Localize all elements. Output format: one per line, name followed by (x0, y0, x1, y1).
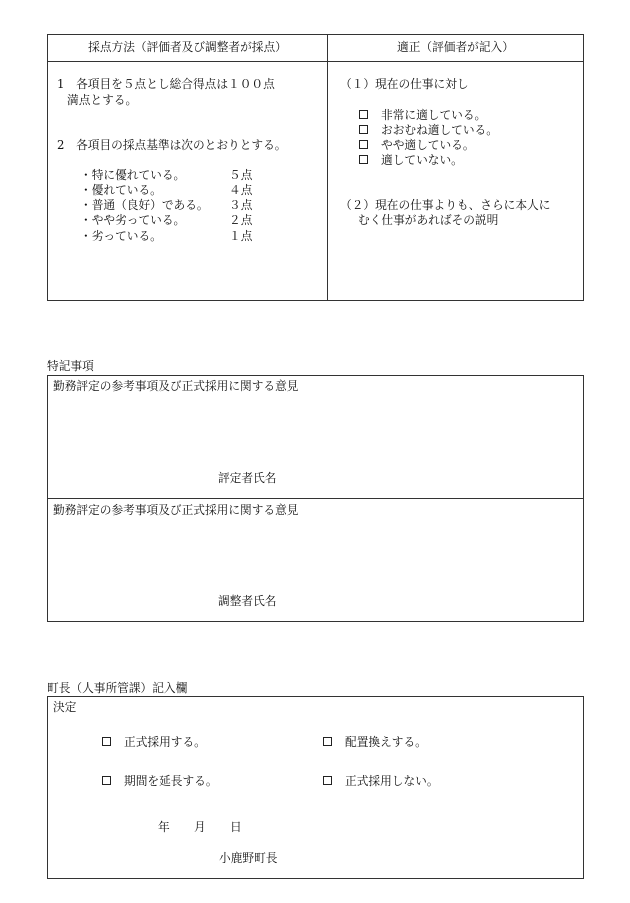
rating-label: ・劣っている。 (80, 229, 162, 243)
aptitude-option[interactable] (359, 153, 559, 167)
decision-option-label: 配置換えする。 (345, 735, 427, 749)
mayor-decision-box (47, 696, 584, 879)
remarks-section-adjuster (48, 498, 583, 621)
method-item-1-line-1: 1 各項目を５点とし総合得点は１００点 (57, 77, 275, 91)
decision-option-reassign[interactable] (323, 735, 523, 749)
mayor-section-label: 町長（人事所管課）記入欄 (47, 681, 188, 695)
rating-label: ・優れている。 (80, 183, 162, 197)
aptitude-option[interactable] (359, 108, 559, 122)
checkbox-icon[interactable] (102, 776, 111, 785)
rating-row (80, 183, 280, 197)
date-day-label: 日 (230, 820, 242, 834)
decision-option-extend-period[interactable] (102, 774, 302, 788)
aptitude-option-label: おおむね適している。 (381, 123, 498, 137)
remarks-heading: 勤務評定の参考事項及び正式採用に関する意見 (53, 379, 299, 393)
decision-label: 決定 (53, 700, 77, 714)
method-item-1-line-2: 満点とする。 (67, 93, 138, 107)
aptitude-question-1: （１）現在の仕事に対し (340, 77, 469, 91)
rating-row (80, 168, 280, 182)
rating-row (80, 198, 280, 212)
rating-label: ・やや劣っている。 (80, 213, 186, 227)
checkbox-icon[interactable] (102, 737, 111, 746)
rating-points: ２点 (229, 213, 253, 227)
rating-row (80, 229, 280, 243)
decision-option-no-hire[interactable] (323, 774, 523, 788)
rating-points: １点 (229, 229, 253, 243)
decision-option-label: 期間を延長する。 (124, 774, 218, 788)
rating-points: ５点 (229, 168, 253, 182)
date-month-label: 月 (194, 820, 206, 834)
mayor-signer: 小鹿野町長 (219, 851, 278, 865)
checkbox-icon[interactable] (323, 737, 332, 746)
remarks-label: 特記事項 (47, 359, 94, 373)
rating-label: ・普通（良好）である。 (80, 198, 209, 212)
evaluator-name-label: 評定者氏名 (218, 471, 277, 485)
rating-row (80, 213, 280, 227)
checkbox-icon[interactable] (323, 776, 332, 785)
aptitude-question-2-line-1: （２）現在の仕事よりも、さらに本人に (340, 198, 551, 212)
header-scoring-method: 採点方法（評価者及び調整者が採点） (88, 40, 287, 54)
remarks-box (47, 375, 584, 622)
date-year-label: 年 (158, 820, 170, 834)
rating-label: ・特に優れている。 (80, 168, 186, 182)
aptitude-option[interactable] (359, 138, 559, 152)
header-divider (48, 61, 583, 62)
aptitude-option-label: 非常に適している。 (381, 108, 487, 122)
checkbox-icon[interactable] (359, 140, 368, 149)
adjuster-name-label: 調整者氏名 (218, 594, 277, 608)
checkbox-icon[interactable] (359, 125, 368, 134)
decision-option-label: 正式採用しない。 (345, 774, 439, 788)
aptitude-question-2-line-2: むく仕事があればその説明 (358, 213, 499, 227)
column-divider (327, 35, 328, 300)
aptitude-option-label: 適していない。 (381, 153, 463, 167)
checkbox-icon[interactable] (359, 110, 368, 119)
rating-points: ４点 (229, 183, 253, 197)
decision-option-formal-hire[interactable] (102, 735, 302, 749)
method-item-2: 2 各項目の採点基準は次のとおりとする。 (57, 138, 287, 152)
decision-option-label: 正式採用する。 (124, 735, 206, 749)
header-aptitude: 適正（評価者が記入） (397, 40, 514, 54)
rating-points: ３点 (229, 198, 253, 212)
aptitude-option[interactable] (359, 123, 559, 137)
remarks-section-evaluator (48, 376, 583, 498)
aptitude-option-label: やや適している。 (381, 138, 475, 152)
remarks-heading: 勤務評定の参考事項及び正式採用に関する意見 (53, 503, 299, 517)
scoring-table (47, 34, 584, 301)
checkbox-icon[interactable] (359, 155, 368, 164)
